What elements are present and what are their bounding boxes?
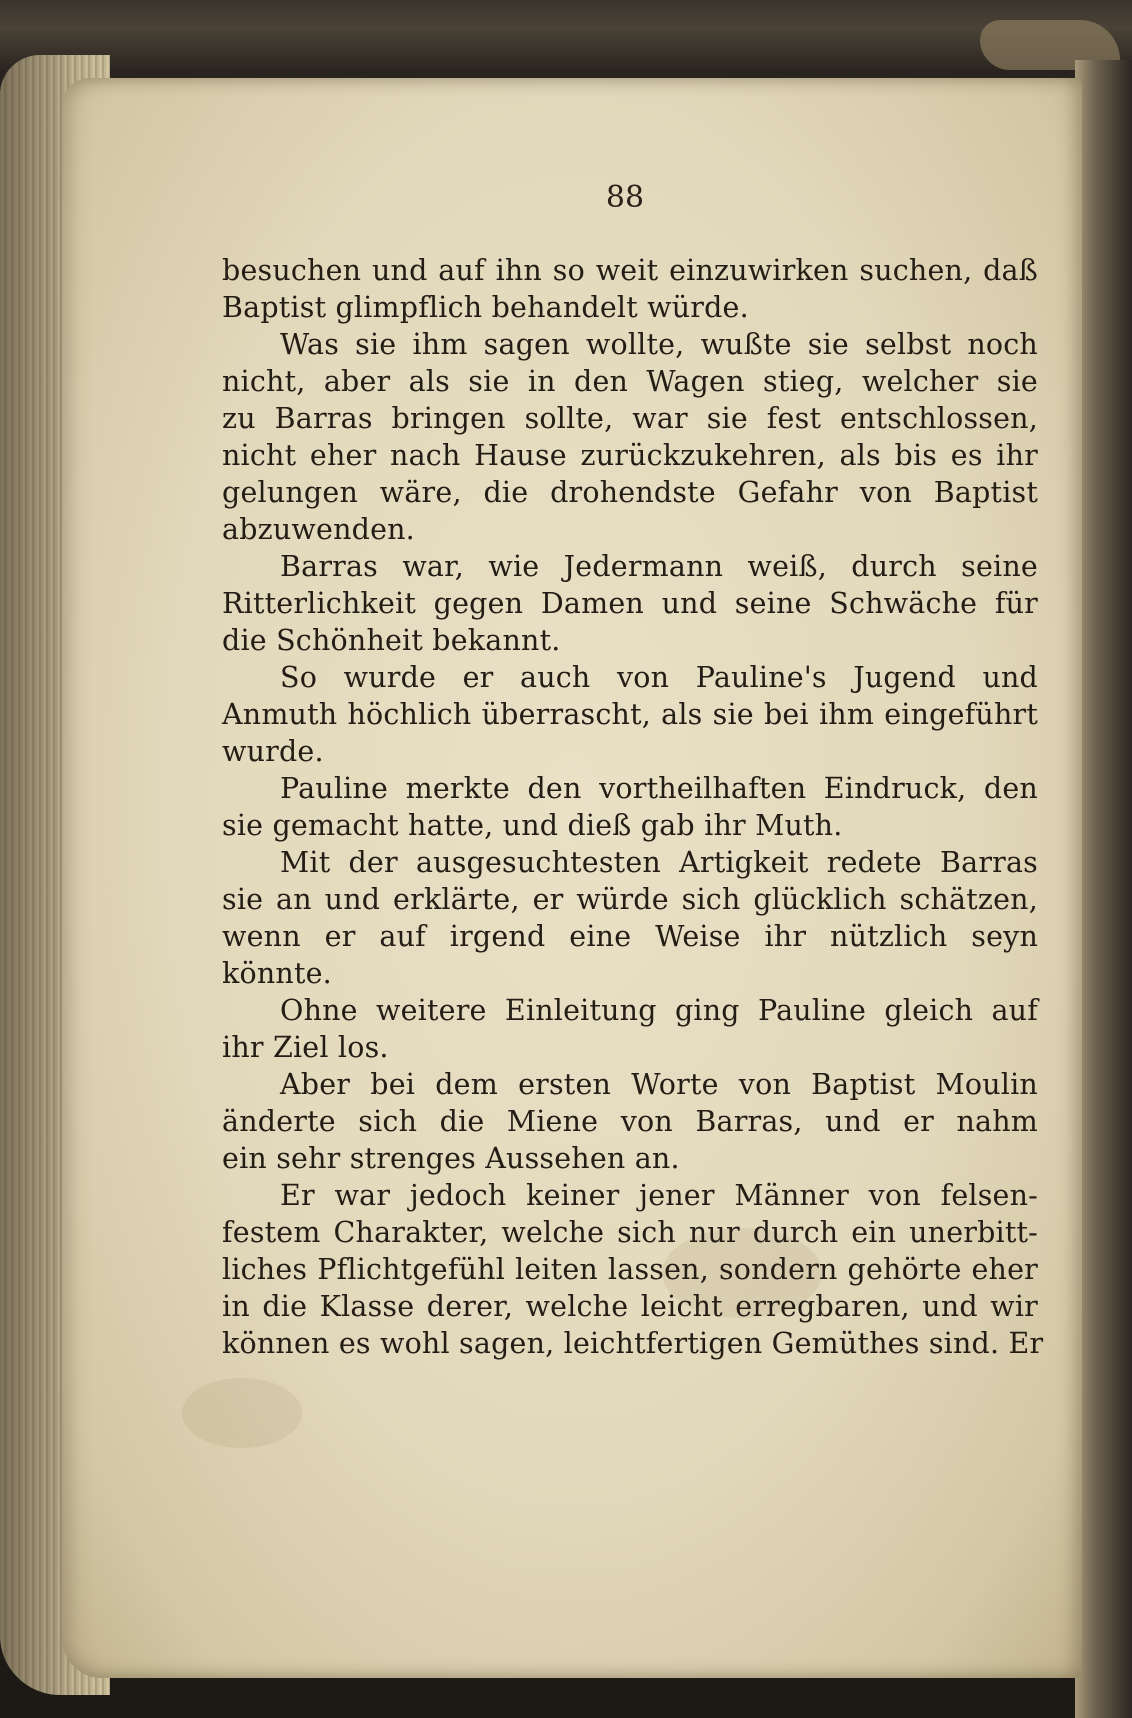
text-line: könnte. — [222, 957, 332, 990]
book-gutter — [1075, 60, 1132, 1718]
text-line: gelungen wäre, die drohendste Gefahr von Baptist — [222, 476, 1038, 509]
text-line: änderte sich die Miene von Barras, und er nahm — [222, 1105, 1038, 1138]
text-line: ein sehr strenges Aussehen an. — [222, 1142, 680, 1175]
text-line: wurde. — [222, 735, 324, 768]
text-line: Was sie ihm sagen wollte, wußte sie selbst noch — [280, 328, 1038, 361]
book-cover-edge — [0, 0, 1132, 70]
text-line: Mit der ausgesuchtesten Artigkeit redete Barras — [280, 846, 1038, 879]
text-line: besuchen und auf ihn so weit einzuwirken suchen, daß — [222, 254, 1038, 287]
page-number: 88 — [605, 180, 645, 215]
text-line: sie an und erklärte, er würde sich glücklich schätzen, — [222, 883, 1038, 916]
text-line: Er war jedoch keiner jener Männer von felsen- — [280, 1179, 1038, 1212]
text-line: Anmuth höchlich überrascht, als sie bei ihm eingeführt — [222, 698, 1038, 731]
paper-stain — [182, 1378, 302, 1448]
text-line: Aber bei dem ersten Worte von Baptist Moulin — [280, 1068, 1038, 1101]
text-line: in die Klasse derer, welche leicht erregbaren, und wir — [222, 1290, 1038, 1323]
text-line: Ritterlichkeit gegen Damen und seine Schwäche für — [222, 587, 1038, 620]
text-line: nicht, aber als sie in den Wagen stieg, welcher sie — [222, 365, 1038, 398]
text-line: So wurde er auch von Pauline's Jugend und — [280, 661, 1038, 694]
text-line: die Schönheit bekannt. — [222, 624, 561, 657]
text-line: Ohne weitere Einleitung ging Pauline gleich auf — [280, 994, 1038, 1027]
text-line: festem Charakter, welche sich nur durch ein unerbitt- — [222, 1216, 1038, 1249]
text-line: liches Pflichtgefühl leiten lassen, sondern gehörte eher — [222, 1253, 1038, 1286]
text-line: sie gemacht hatte, und dieß gab ihr Muth. — [222, 809, 843, 842]
text-line: Baptist glimpflich behandelt würde. — [222, 291, 749, 324]
text-line: Pauline merkte den vortheilhaften Eindruck, den — [280, 772, 1038, 805]
text-line: ihr Ziel los. — [222, 1031, 389, 1064]
text-line: abzuwenden. — [222, 513, 415, 546]
text-line: wenn er auf irgend eine Weise ihr nützlich seyn — [222, 920, 1038, 953]
text-line: zu Barras bringen sollte, war sie fest entschlossen, — [222, 402, 1038, 435]
body-text — [222, 252, 1044, 1362]
text-line: können es wohl sagen, leichtfertigen Gemüthes sind. Er — [222, 1327, 1044, 1360]
text-line: Barras war, wie Jedermann weiß, durch seine — [280, 550, 1038, 583]
text-line: nicht eher nach Hause zurückzukehren, als bis es ihr — [222, 439, 1038, 472]
